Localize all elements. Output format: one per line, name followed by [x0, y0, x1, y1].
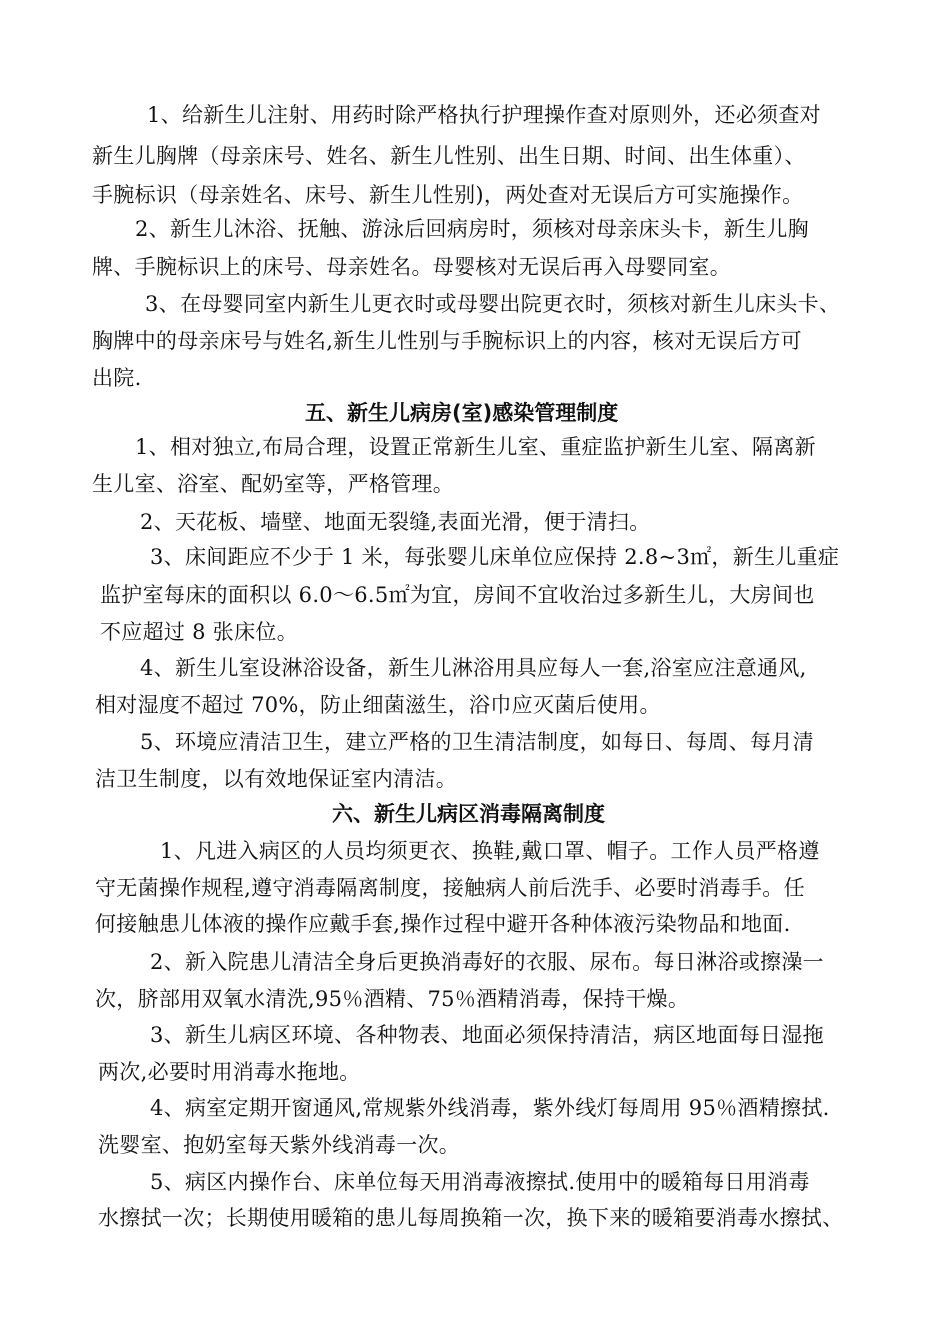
- paragraph-line: 新生儿胸牌（母亲床号、姓名、新生儿性别、出生日期、时间、出生体重）、: [92, 144, 806, 168]
- paragraph-line: 次，脐部用双氧水清洗,95％酒精、75％酒精消毒，保持干燥。: [95, 987, 690, 1011]
- paragraph-line: 出院.: [92, 366, 142, 390]
- paragraph-line: 3、新生儿病区环境、各种物表、地面必须保持清洁，病区地面每日湿拖: [150, 1023, 824, 1047]
- paragraph-line: 3、在母婴同室内新生儿更衣时或母婴出院更衣时，须核对新生儿床头卡、: [145, 292, 841, 316]
- paragraph-line: 监护室每床的面积以 6.0～6.5㎡为宜，房间不宜收治过多新生儿，大房间也: [100, 583, 815, 607]
- paragraph-line: 2、新生儿沐浴、抚触、游泳后回病房时，须核对母亲床头卡，新生儿胸: [135, 217, 809, 241]
- paragraph-line: 手腕标识（母亲姓名、床号、新生儿性别)，两处查对无误后方可实施操作。: [92, 183, 804, 207]
- paragraph-line: 不应超过 8 张床位。: [100, 620, 299, 644]
- paragraph-line: 5、环境应清洁卫生，建立严格的卫生清洁制度，如每日、每周、每月清: [140, 730, 814, 754]
- paragraph-line: 5、病区内操作台、床单位每天用消毒液擦拭.使用中的暖箱每日用消毒: [150, 1170, 810, 1194]
- paragraph-line: 何接触患儿体液的操作应戴手套,操作过程中避开各种体液污染物品和地面.: [95, 912, 791, 936]
- section-heading: 五、新生儿病房(室)感染管理制度: [305, 401, 619, 425]
- paragraph-line: 2、天花板、墙壁、地面无裂缝,表面光滑，便于清扫。: [140, 510, 651, 534]
- paragraph-line: 水擦拭一次；长期使用暖箱的患儿每周换箱一次，换下来的暖箱要消毒水擦拭、: [98, 1206, 844, 1230]
- paragraph-line: 洁卫生制度，以有效地保证室内清洁。: [95, 767, 458, 791]
- paragraph-line: 2、新入院患儿清洁全身后更换消毒好的衣服、尿布。每日淋浴或擦澡一: [150, 950, 824, 974]
- paragraph-line: 4、新生儿室设淋浴设备，新生儿淋浴用具应每人一套,浴室应注意通风,: [140, 656, 807, 680]
- paragraph-line: 1、相对独立,布局合理，设置正常新生儿室、重症监护新生儿室、隔离新: [135, 435, 816, 459]
- paragraph-line: 3、床间距应不少于 1 米，每张婴儿床单位应保持 2.8~3㎡，新生儿重症: [150, 545, 840, 569]
- paragraph-line: 1、凡进入病区的人员均须更衣、换鞋,戴口罩、帽子。工作人员严格遵: [160, 839, 820, 863]
- section-heading: 六、新生儿病区消毒隔离制度: [332, 802, 605, 826]
- paragraph-line: 4、病室定期开窗通风,常规紫外线消毒，紫外线灯每周用 95％酒精擦拭.: [150, 1096, 830, 1120]
- paragraph-line: 洗婴室、抱奶室每天紫外线消毒一次。: [98, 1133, 461, 1157]
- paragraph-line: 1、给新生儿注射、用药时除严格执行护理操作查对原则外，还必须查对: [147, 103, 821, 127]
- paragraph-line: 守无菌操作规程,遵守消毒隔离制度，接触病人前后洗手、必要时消毒手。任: [95, 876, 805, 900]
- paragraph-line: 相对湿度不超过 70%，防止细菌滋生，浴巾应灭菌后使用。: [95, 693, 661, 717]
- paragraph-line: 牌、手腕标识上的床号、母亲姓名。母婴核对无误后再入母婴同室。: [92, 255, 731, 279]
- paragraph-line: 生儿室、浴室、配奶室等，严格管理。: [92, 472, 455, 496]
- paragraph-line: 两次,必要时用消毒水拖地。: [98, 1060, 361, 1084]
- paragraph-line: 胸牌中的母亲床号与姓名,新生儿性别与手腕标识上的内容，核对无误后方可: [92, 329, 802, 353]
